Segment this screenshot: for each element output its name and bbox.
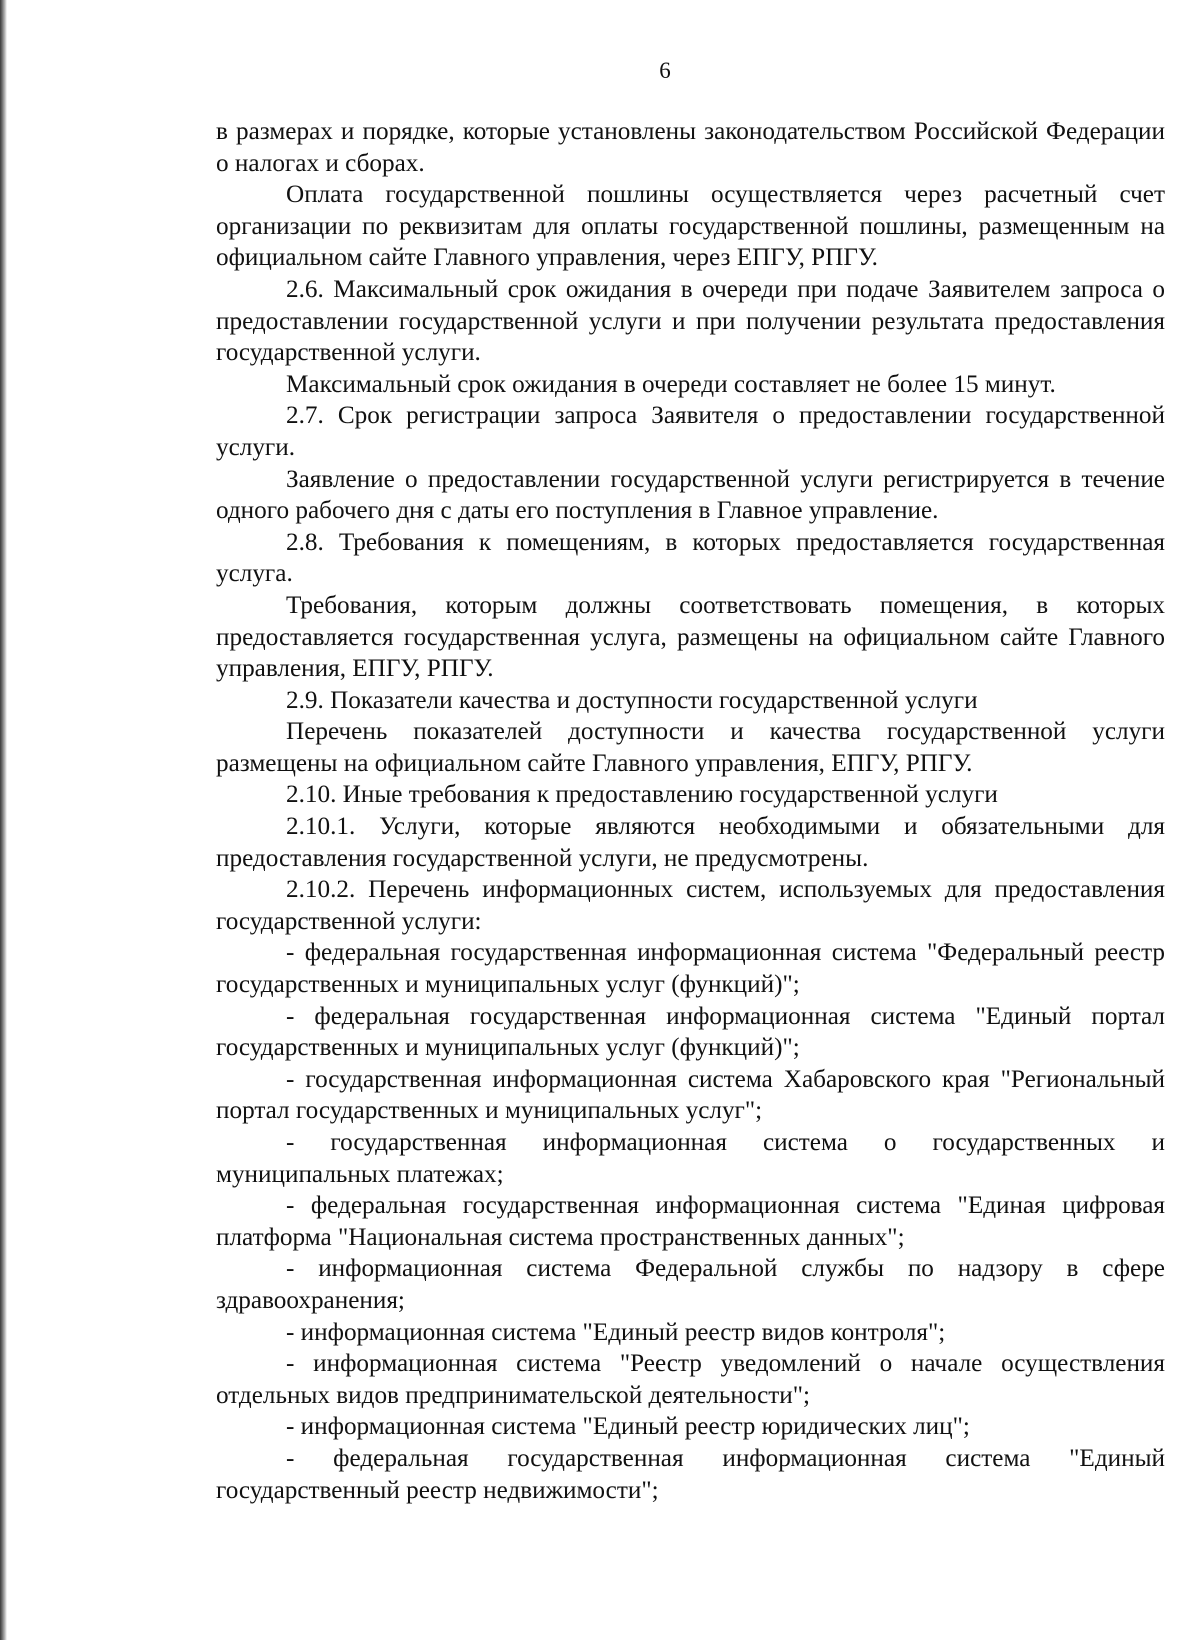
- paragraph-premises: Требования, которым должны соответствовать помещения, в которых предоставляется государственная услуга, размещены на официальном сайте Главного управления, ЕПГУ, РПГУ.: [216, 591, 1165, 683]
- list-item: - федеральная государственная информационная система "Федеральный реестр государственных и муниципальных услуг (функций)";: [216, 939, 1165, 999]
- page-number: 6: [659, 58, 671, 83]
- section-2-10-heading: 2.10. Иные требования к предоставлению государственной услуги: [286, 781, 998, 809]
- document-body: [216, 116, 1165, 1506]
- list-item: - федеральная государственная информационная система "Единая цифровая платформа "Национальная система пространственных данных";: [216, 1192, 1165, 1251]
- paragraph-registration: Заявление о предоставлении государственной услуги регистрируется в течение одного рабочего дня с даты его поступления в Главное управление.: [216, 465, 1165, 525]
- list-item: - информационная система "Единый реестр видов контроля";: [286, 1318, 946, 1346]
- list-item: - государственная информационная система о государственных и муниципальных платежах;: [216, 1129, 1165, 1188]
- scan-edge-shadow: [0, 0, 7, 1640]
- section-2-10-1: 2.10.1. Услуги, которые являются необходимыми и обязательными для предоставления государственной услуги, не предусмотрены.: [216, 813, 1165, 872]
- list-item: - федеральная государственная информационная система "Единый портал государственных и муниципальных услуг (функций)";: [216, 1002, 1165, 1062]
- paragraph-continuation: в размерах и порядке, которые установлены законодательством Российской Федерации о налогах и сборах.: [216, 118, 1165, 177]
- section-2-6-heading: 2.6. Максимальный срок ожидания в очереди при подаче Заявителем запроса о предоставлении государственной услуги и при получении результата предоставления государственной услуги.: [216, 275, 1165, 367]
- section-2-10-2: 2.10.2. Перечень информационных систем, используемых для предоставления государственной услуги:: [216, 876, 1165, 935]
- list-item: - информационная система Федеральной службы по надзору в сфере здравоохранения;: [216, 1255, 1165, 1314]
- section-2-9-heading: 2.9. Показатели качества и доступности государственной услуги: [286, 686, 978, 714]
- list-item: - федеральная государственная информационная система "Единый государственный реестр недвижимости";: [216, 1444, 1165, 1504]
- list-item: - государственная информационная система Хабаровского края "Региональный портал государственных и муниципальных услуг";: [216, 1065, 1165, 1125]
- list-item: - информационная система "Реестр уведомлений о начале осуществления отдельных видов предпринимательской деятельности";: [216, 1350, 1165, 1409]
- paragraph-quality-indicators: Перечень показателей доступности и качества государственной услуги размещены на официальном сайте Главного управления, ЕПГУ, РПГУ.: [216, 718, 1165, 777]
- list-item: - информационная система "Единый реестр юридических лиц";: [286, 1413, 970, 1441]
- paragraph-queue-time: Максимальный срок ожидания в очереди составляет не более 15 минут.: [286, 370, 1056, 398]
- paragraph-fee-payment: Оплата государственной пошлины осуществляется через расчетный счет организации по реквизитам для оплаты государственной пошлины, размещенным на официальном сайте Главного управления, через ЕПГУ, РПГУ.: [216, 181, 1165, 272]
- section-2-8-heading: 2.8. Требования к помещениям, в которых предоставляется государственная услуга.: [216, 528, 1165, 588]
- section-2-7-heading: 2.7. Срок регистрации запроса Заявителя о предоставлении государственной услуги.: [216, 402, 1165, 461]
